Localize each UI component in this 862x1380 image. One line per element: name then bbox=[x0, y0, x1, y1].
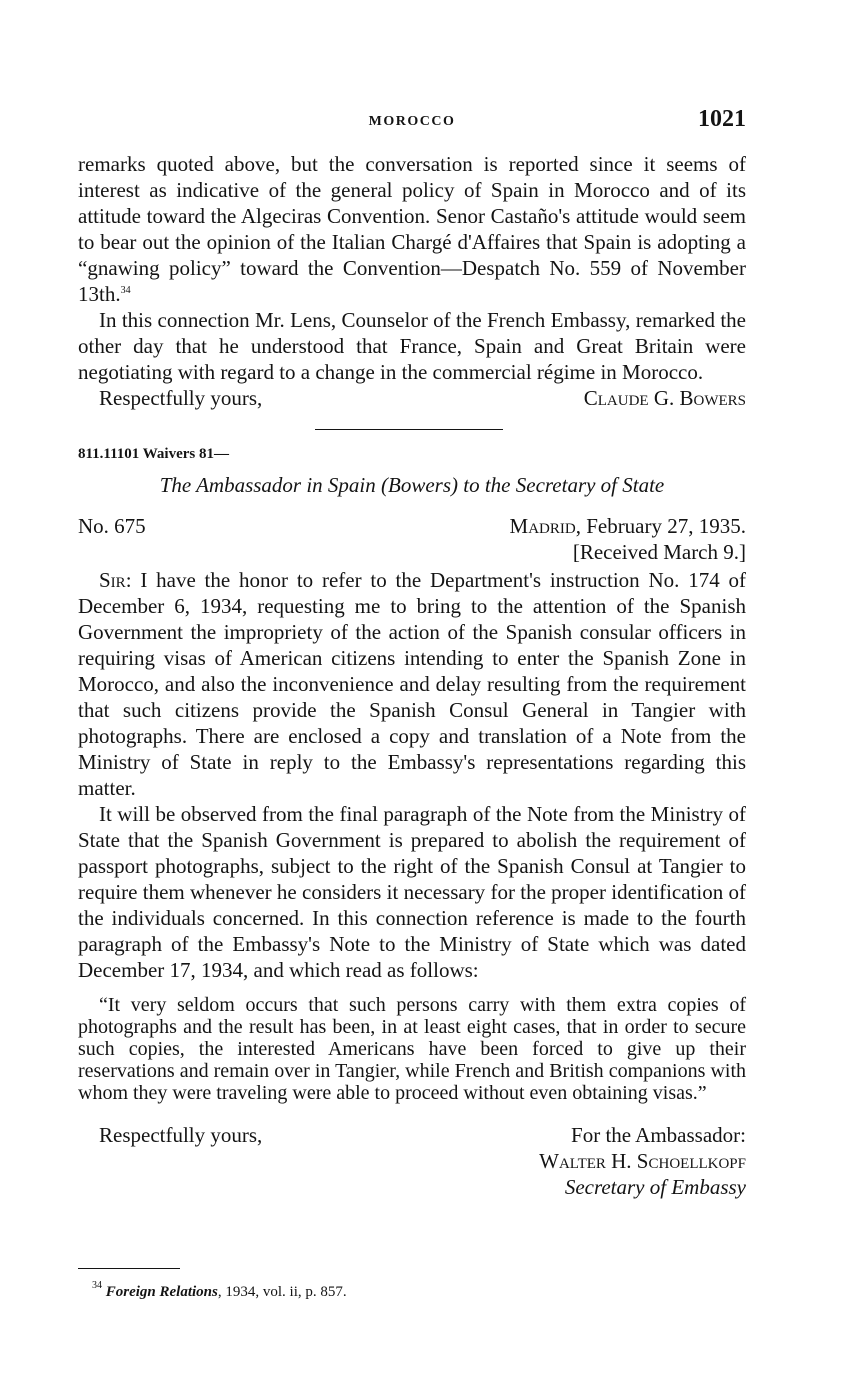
closing-text: Respectfully yours, bbox=[99, 386, 263, 410]
paragraph-text: : I have the honor to refer to the Department's instruction No. 174 of December 6, 1934, requesting me to bring to the attention of the Spanish Government the impropriety of the action of the Spanish consular officers in requiring visas of American citizens intending to enter the Spanish Zone in Morocco, and also the inconvenience and delay resulting from the requirement that such citizens provide the Spanish Consul General in Tangier with photographs. There are enclosed a copy and translation of a Note from the Ministry of State in reply to the Embassy's representations regarding this matter. bbox=[78, 568, 746, 800]
signature-title: Secretary of Embassy bbox=[564, 1175, 746, 1199]
signature-block bbox=[539, 1122, 746, 1200]
document-heading bbox=[78, 472, 746, 498]
running-head bbox=[78, 106, 746, 136]
signature-bowers: Claude G. Bowers bbox=[583, 386, 746, 410]
salutation: Sir bbox=[99, 568, 126, 592]
heading-part2: ) to the Secretary of State bbox=[451, 473, 665, 497]
closing-block bbox=[78, 1122, 746, 1200]
place-date bbox=[510, 513, 746, 539]
heading-part1: The Ambassador in Spain ( bbox=[159, 473, 389, 497]
footnote bbox=[92, 1282, 347, 1302]
received-date: [Received March 9.] bbox=[572, 540, 746, 564]
date: , February 27, 1935. bbox=[575, 514, 746, 538]
footnote-rule bbox=[78, 1268, 180, 1269]
section-divider bbox=[315, 429, 503, 430]
paragraph-continuation bbox=[78, 151, 746, 307]
document-number: No. 675 bbox=[78, 514, 146, 538]
page-number: 1021 bbox=[698, 106, 746, 132]
running-title: MOROCCO bbox=[368, 114, 456, 129]
footnote-title: Foreign Relations bbox=[105, 1284, 218, 1300]
paragraph-lens: In this connection Mr. Lens, Counselor of the French Embassy, remarked the other day that he understood that France, Spain and Great Britain were negotiating with regard to a change in the commercial régime in Morocco. bbox=[78, 308, 746, 384]
paragraph-sir bbox=[78, 567, 746, 801]
dateline bbox=[78, 513, 746, 539]
closing-row-bowers bbox=[78, 385, 746, 411]
paragraph-text: remarks quoted above, but the conversation is reported since it seems of interest as indicative of the general policy of Spain in Morocco and of its attitude toward the Algeciras Convention. Senor Castaño's attitude would seem to bear out the opinion of the Italian Chargé d'Affaires that Spain is adopting a “gnawing policy” toward the Convention—Despatch No. 559 of November 13th. bbox=[78, 152, 746, 306]
paragraph-observed: It will be observed from the final paragraph of the Note from the Ministry of State that the Spanish Government is prepared to abolish the requirement of passport photographs, subject to the right of the Spanish Consul at Tangier to require them whenever he considers it necessary for the proper identification of the individuals concerned. In this connection reference is made to the fourth paragraph of the Embassy's Note to the Ministry of State which was dated December 17, 1934, and which read as follows: bbox=[78, 802, 746, 982]
place: Madrid bbox=[509, 514, 576, 538]
file-number: 811.11101 Waivers 81— bbox=[78, 446, 229, 462]
quoted-paragraph: “It very seldom occurs that such persons carry with them extra copies of photographs and the result has been, in at least eight cases, that in order to secure such copies, the interested Americans have been forced to give up their reservations and remain over in Tangier, while French and British companions with whom they were traveling were able to proceed without even obtaining visas.” bbox=[78, 994, 746, 1104]
heading-name: Bowers bbox=[388, 473, 452, 497]
body-text bbox=[78, 151, 746, 1200]
for-ambassador: For the Ambassador: bbox=[571, 1123, 746, 1147]
signature-schoellkopf: Walter H. Schoellkopf bbox=[539, 1149, 746, 1173]
footnote-ref: 34 bbox=[120, 285, 131, 296]
footnote-marker: 34 bbox=[92, 1280, 102, 1291]
closing-text: Respectfully yours, bbox=[99, 1123, 263, 1147]
footnote-citation: , 1934, vol. ii, p. 857. bbox=[217, 1284, 347, 1300]
